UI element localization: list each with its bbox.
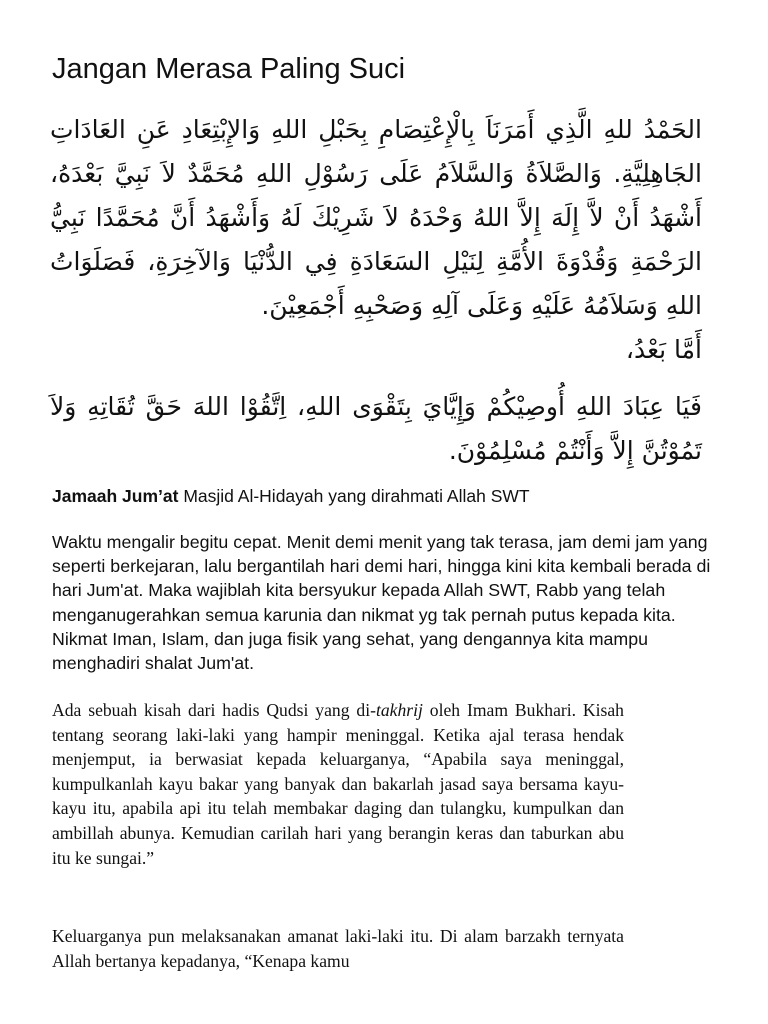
greeting-bold: Jamaah Jum’at — [52, 486, 179, 506]
arabic-opening-text: الحَمْدُ للهِ الَّذِي أَمَرَنَاَ بِالْإِعْتِصَامِ بِحَبْلِ اللهِ وَالإِبْتِعَادِ عَنِ العَادَاتِ الجَاهِلِيَّةِ. وَالصَّلاَةُ وَالسَّلاَمُ عَلَى رَسُوْلِ اللهِ مُحَمَّدٌ لاَ نَبِيَّ بَعْدَهُ، أَشْهَدُ أَنْ لاَّ إِلَهَ إِلاَّ اللهُ وَحْدَهُ لاَ شَرِيْكَ لَهُ وَأَشْهَدُ أَنَّ مُحَمَّدًا نَبِيُّ الرَحْمَةِ وَقُدْوَةَ الأُمَّةِ لِنَيْلِ السَعَادَةِ فِي الدُّنْيَا وَالآخِرَةِ، فَصَلَوَاتُ اللهِ وَسَلاَمُهُ عَلَيْهِ وَعَلَى آلِهِ وَصَحْبِهِ أَجْمَعِيْنَ. — [50, 115, 702, 320]
page-title: Jangan Merasa Paling Suci — [52, 53, 406, 85]
arabic-verse-text: فَيَا عِبَادَ اللهِ أُوصِيْكُمْ وَإِيَّايَ بِتَقْوَى اللهِ، اِتَّقُوْا اللهَ حَقَّ تُقَاتِهِ وَلاَ تَمُوْتُنَّ إِلاَّ وَأَنْتُمْ مُسْلِمُوْنَ. — [50, 392, 702, 465]
arabic-amma-badu: أَمَّا بَعْدُ، — [625, 335, 702, 364]
paragraph-2-italic: takhrij — [375, 700, 423, 720]
congregation-greeting — [52, 484, 712, 508]
greeting-rest: Masjid Al-Hidayah yang dirahmati Allah SWT — [178, 486, 530, 506]
paragraph-2-part-a: Ada sebuah kisah dari hadis Qudsi yang di- — [52, 700, 376, 720]
paragraph-hadith-story — [52, 698, 624, 870]
paragraph-time-flows: Waktu mengalir begitu cepat. Menit demi menit yang tak terasa, jam demi jam yang seperti berkejaran, lalu bergantilah hari demi hari, hingga kini kita kembali berada di hari Jum'at. Maka wajiblah kita bersyukur kepada Allah SWT, Rabb yang telah menganugerahkan semua karunia dan nikmat yg tak pernah putus kepada kita. Nikmat Iman, Islam, dan juga fisik yang sehat, yang dengannya kita mampu menghadiri shalat Jum'at. — [52, 532, 711, 674]
paragraph-2-part-b: oleh Imam Bukhari. Kisah tentang seorang laki-laki yang hampir meninggal. Ketika ajal terasa hendak menjemput, ia berwasiat kepada keluarganya, “Apabila saya meninggal, kumpulkanlah kayu bakar yang banyak dan bakarlah jasad saya bersama kayu-kayu itu, apabila api itu telah membakar daging dan tulangku, kumpulkan dan ambillah abunya. Kemudian carilah hari yang berangin keras dan taburkan abu itu ke sungai.” — [52, 700, 624, 868]
paragraph-family-carries-out: Keluarganya pun melaksanakan amanat laki-laki itu. Di alam barzakh ternyata Allah bertanya kepadanya, “Kenapa kamu — [52, 926, 624, 971]
